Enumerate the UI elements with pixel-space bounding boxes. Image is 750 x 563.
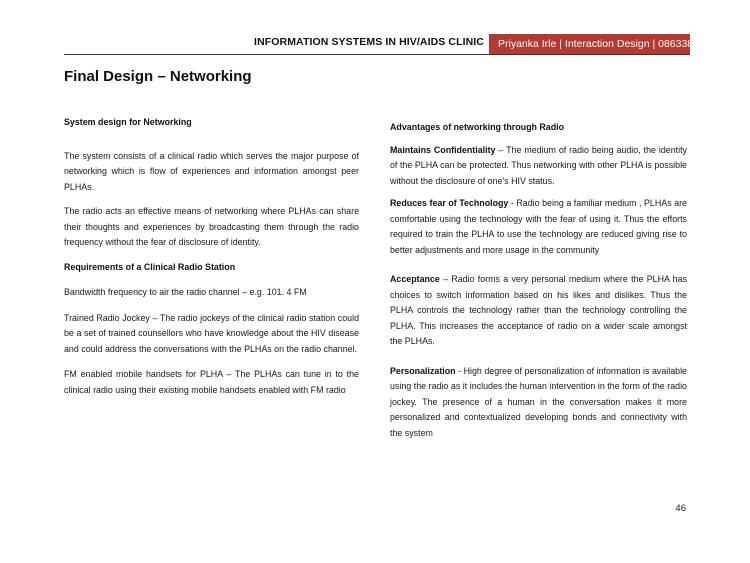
section-heading-system-design: System design for Networking xyxy=(64,117,192,127)
paragraph-system-overview: The system consists of a clinical radio which serves the major purpose of networking which is flow of experiences and information amongst peer PLHAs. xyxy=(64,150,359,192)
advantage-term: Acceptance xyxy=(390,274,440,284)
advantage-text: - Radio being a familiar medium , PLHAs are comfortable using the technology with the fear of using it. Thus the efforts required to train the PLHA to use the technology are reduced giving rise to better adjustments and more usage in the community xyxy=(390,198,687,255)
page-title: Final Design – Networking xyxy=(64,68,252,85)
advantage-text: - High degree of personalization of information is available using the radio as it includes the human intervention in the form of the radio jockey. The presence of a human in the conversation makes it more personalized and contextualized developing bonds and connectivity with the system xyxy=(390,365,687,438)
paragraph-radio-networking: The radio acts an effective means of networking where PLHAs can share their thoughts and experiences by broadcasting them through the radio frequency without the fear of disclosure of identity. xyxy=(64,206,359,247)
header-title: INFORMATION SYSTEMS IN HIV/AIDS CLINIC xyxy=(254,36,484,48)
section-heading-requirements: Requirements of a Clinical Radio Station xyxy=(64,261,236,272)
section-heading-advantages: Advantages of networking through Radio xyxy=(390,122,565,132)
paragraph-fm-handsets: FM enabled mobile handsets for PLHA – The PLHAs can tune in to the clinical radio using their existing mobile handsets enabled with FM radio xyxy=(64,369,359,395)
advantage-text: – The medium of radio being audio, the identity of the PLHA can be protected. Thus networking with other PLHA is possible without the disclosure of one's HIV status. xyxy=(390,144,687,186)
author-badge: Priyanka Irle | Interaction Design | 08633803 xyxy=(489,34,690,54)
advantage-technology xyxy=(390,196,687,258)
advantage-personalization xyxy=(390,364,687,442)
advantage-confidentiality xyxy=(390,143,687,190)
paragraph-radio-jockey: Trained Radio Jockey – The radio jockeys of the clinical radio station could be a set of trained counsellors who have knowledge about the HIV disease and could address the conversations with the PLHAs on the radio channel. xyxy=(64,312,359,354)
right-column xyxy=(390,120,687,441)
advantage-acceptance xyxy=(390,272,687,350)
left-column xyxy=(64,115,359,398)
header-divider xyxy=(64,54,690,55)
page-number: 46 xyxy=(675,503,686,514)
paragraph-bandwidth: Bandwidth frequency to air the radio channel – e.g. 101. 4 FM xyxy=(64,287,307,297)
advantage-term: Maintains Confidentiality xyxy=(390,144,496,155)
advantage-term: Personalization xyxy=(390,365,456,376)
advantage-term: Reduces fear of Technology xyxy=(390,198,509,208)
advantage-text: – Radio forms a very personal medium where the PLHA has choices to switch information based on his likes and dislikes. Thus the PLHA controls the technology rather than the technology controlling the PLHA. This increases the acceptance of radio on a wider scale amongst the PLHAs. xyxy=(390,274,687,346)
